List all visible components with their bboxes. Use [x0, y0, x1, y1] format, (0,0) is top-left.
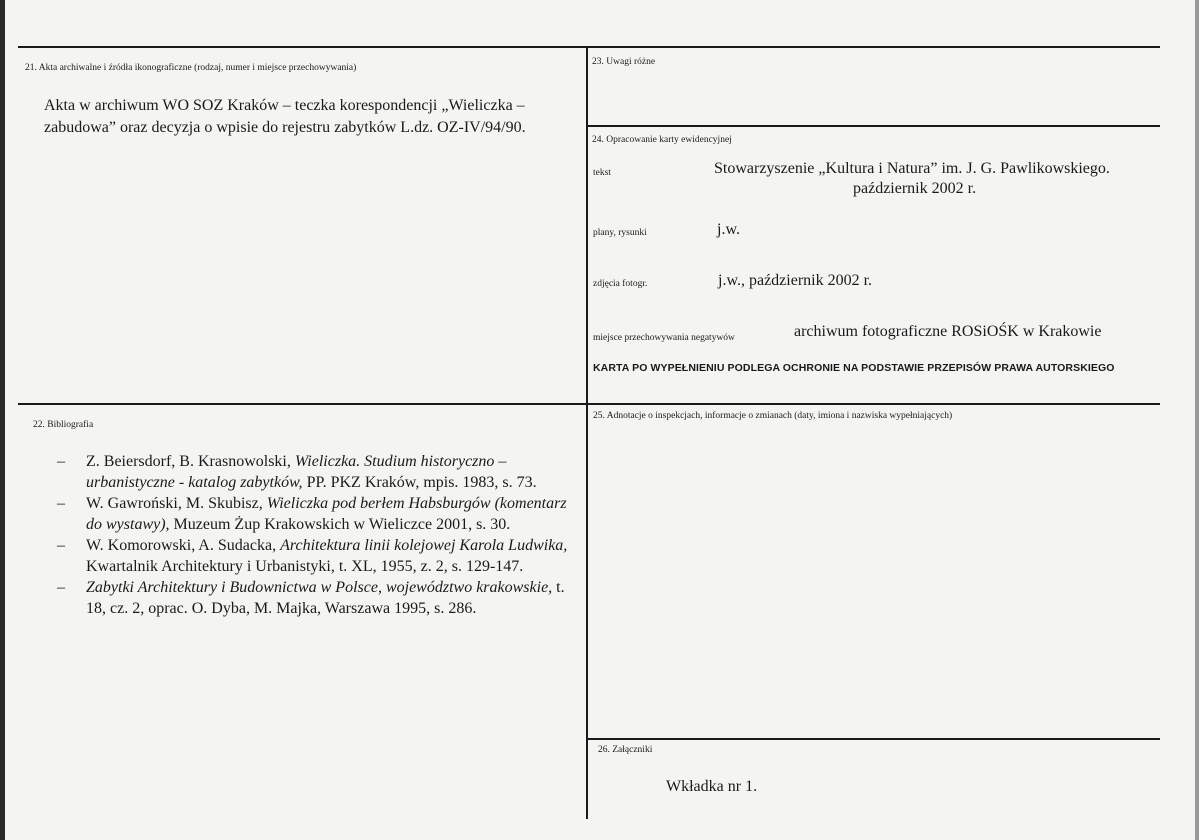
- sec23-header: 23. Uwagi różne: [592, 57, 656, 67]
- zdjecia-label: zdjęcia fotogr.: [593, 279, 648, 289]
- bib-details: Kwartalnik Architektury i Urbanistyki, t. XL, 1955, z. 2, s. 129-147.: [86, 557, 524, 575]
- scan-edge-left: [0, 0, 5, 840]
- bibliography-item: [57, 494, 582, 535]
- bib-details: Muzeum Żup Krakowskich w Wieliczce 2001, s. 30.: [169, 515, 511, 533]
- list-dash: –: [57, 453, 65, 470]
- sec26-value: Wkładka nr 1.: [666, 778, 758, 795]
- sec26-header: 26. Załączniki: [598, 745, 653, 755]
- copyright-notice: KARTA PO WYPEŁNIENIU PODLEGA OCHRONIE NA PODSTAWIE PRZEPISÓW PRAWA AUTORSKIEGO: [593, 362, 1115, 374]
- zdjecia-value: j.w., październik 2002 r.: [718, 272, 873, 289]
- rule-above-26: [587, 738, 1160, 740]
- tekst-label: tekst: [593, 168, 611, 178]
- sec21-text-line2: zabudowa” oraz decyzja o wpisie do rejestru zabytków L.dz. OZ-IV/94/90.: [44, 119, 526, 136]
- bibliography-item: [57, 452, 582, 493]
- top-rule: [18, 46, 1160, 48]
- bibliography-item: [57, 536, 582, 577]
- miejsce-label: miejsce przechowywania negatywów: [593, 333, 735, 343]
- list-dash: –: [57, 495, 65, 512]
- rule-below-23: [587, 125, 1160, 127]
- bib-title: Architektura linii kolejowej Karola Ludwika,: [280, 537, 568, 554]
- list-dash: –: [57, 537, 65, 554]
- sec24-header: 24. Opracowanie karty ewidencyjnej: [592, 135, 732, 145]
- middle-rule: [18, 403, 1160, 405]
- miejsce-value: archiwum fotograficzne ROSiOŚK w Krakowie: [794, 323, 1102, 340]
- bib-details: PP. PKZ Kraków, mpis. 1983, s. 73.: [302, 473, 537, 491]
- column-divider: [586, 46, 588, 819]
- tekst-value-line1: Stowarzyszenie „Kultura i Natura” im. J. G. Pawlikowskiego.: [714, 160, 1110, 177]
- bib-authors: Z. Beiersdorf, B. Krasnowolski,: [86, 453, 295, 470]
- tekst-value-line2: październik 2002 r.: [853, 180, 977, 197]
- bib-authors: W. Komorowski, A. Sudacka,: [86, 537, 281, 554]
- bib-authors: W. Gawroński, M. Skubisz,: [86, 495, 267, 512]
- sec21-header: 21. Akta archiwalne i źródła ikonograficzne (rodzaj, numer i miejsce przechowywania): [25, 63, 357, 73]
- bibliography-list: [57, 452, 582, 620]
- list-dash: –: [57, 579, 65, 596]
- bib-title: Wieliczka. Studium historyczno – urbanistyczne - katalog zabytków,: [86, 453, 507, 491]
- plany-label: plany, rysunki: [593, 228, 647, 238]
- plany-value: j.w.: [717, 221, 740, 238]
- sec25-header: 25. Adnotacje o inspekcjach, informacje o zmianach (daty, imiona i nazwiska wypełniających): [593, 411, 953, 421]
- bibliography-item: [57, 578, 582, 619]
- bib-details: t. 18, cz. 2, oprac. O. Dyba, M. Majka, Warszawa 1995, s. 286.: [86, 579, 565, 617]
- bib-title: Wieliczka pod berłem Habsburgów (komentarz do wystawy),: [86, 495, 567, 533]
- sec22-header: 22. Bibliografia: [33, 420, 94, 430]
- bib-title: Zabytki Architektury i Budownictwa w Polsce, województwo krakowskie,: [86, 579, 553, 596]
- sec21-text-line1: Akta w archiwum WO SOZ Kraków – teczka korespondencji „Wieliczka –: [44, 97, 525, 114]
- scan-edge-right: [1195, 0, 1199, 840]
